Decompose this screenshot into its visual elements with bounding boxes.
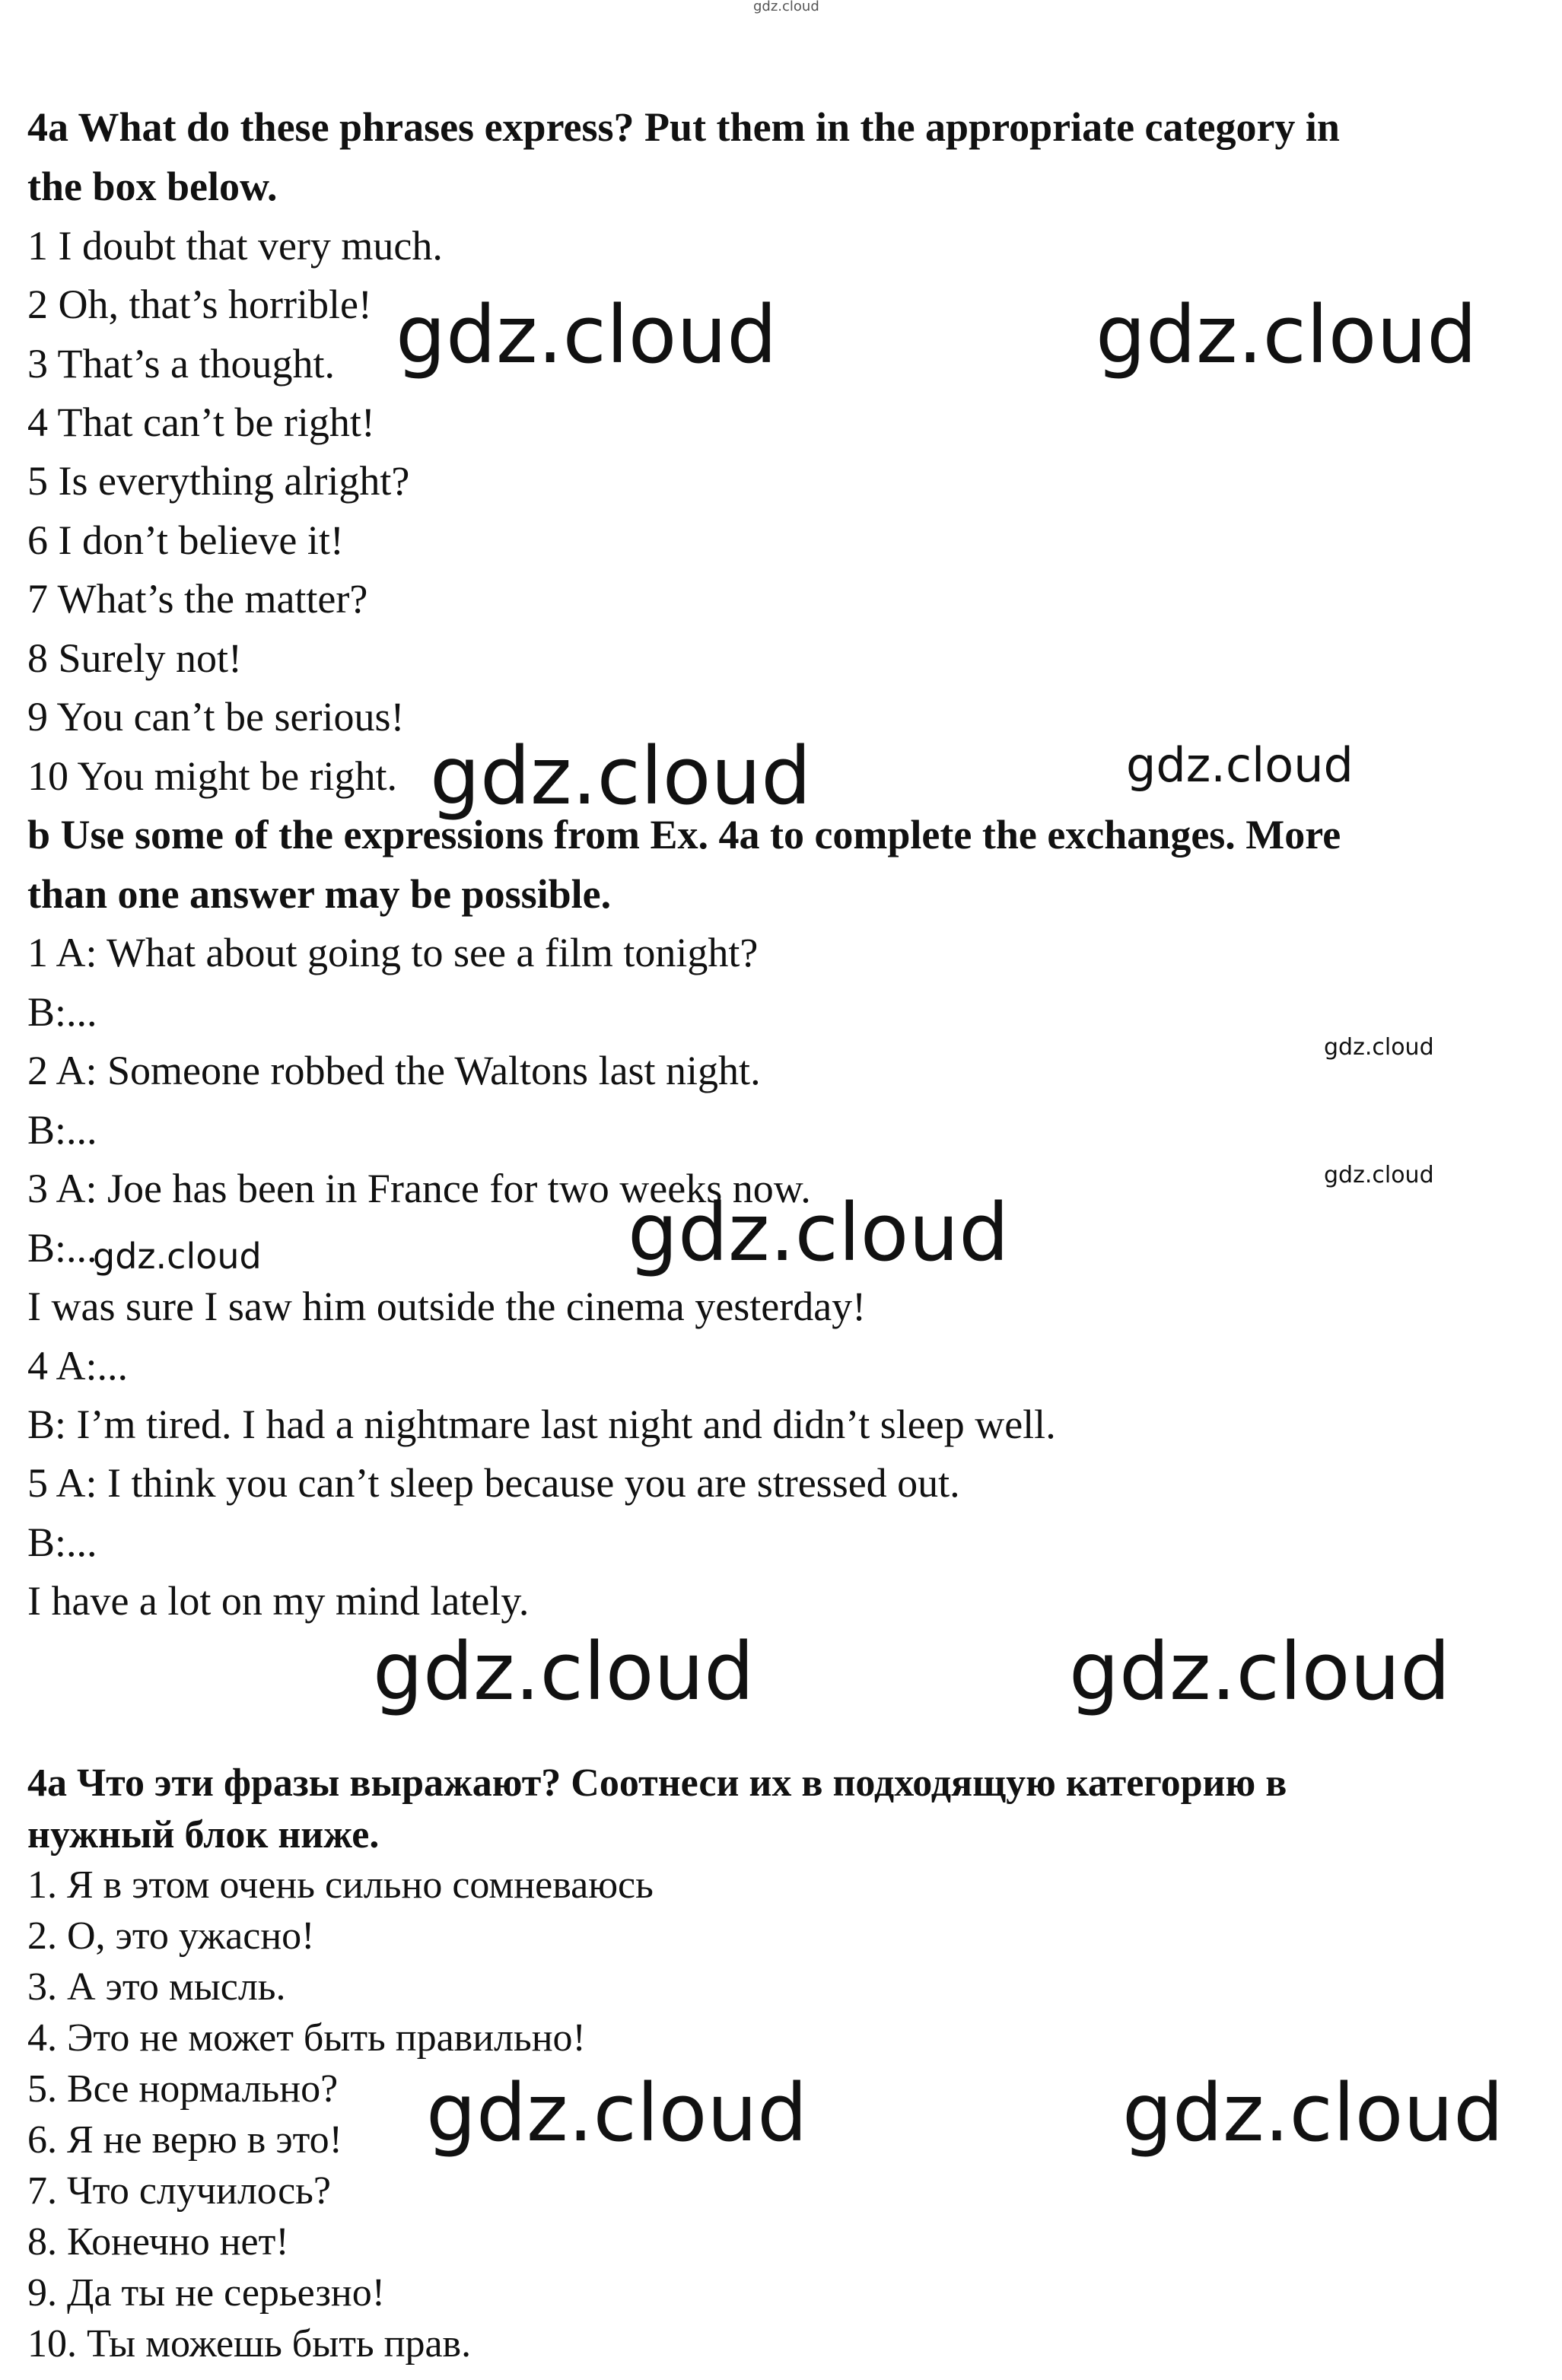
ru4a-heading-line1: 4a Что эти фразы выражают? Соотнеси их в подходящую категорию в (27, 1761, 1287, 1805)
ex4a-item: 10 You might be right. (27, 753, 398, 799)
watermark: gdz.cloud (373, 1625, 755, 1718)
ex4a-heading-line1: 4a What do these phrases express? Put them in the appropriate category in (27, 104, 1340, 150)
ru4a-item: 7. Что случилось? (27, 2169, 331, 2213)
ru4a-item: 4. Это не может быть правильно! (27, 2016, 586, 2060)
ex4a-item: 2 Oh, that’s horrible! (27, 282, 372, 327)
ru4a-item: 6. Я не верю в это! (27, 2118, 342, 2162)
ex4b-line: 1 A: What about going to see a film tonight? (27, 930, 759, 975)
ru4a-heading-line2: нужный блок ниже. (27, 1813, 380, 1857)
ex4a-heading-line2: the box below. (27, 164, 278, 209)
watermark: gdz.cloud (396, 288, 778, 381)
ex4b-line: B: I’m tired. I had a nightmare last night and didn’t sleep well. (27, 1402, 1056, 1447)
ex4a-item: 3 That’s a thought. (27, 341, 335, 387)
watermark: gdz.cloud (1324, 1034, 1434, 1061)
ex4a-item: 7 What’s the matter? (27, 576, 368, 622)
watermark: gdz.cloud (1069, 1625, 1451, 1718)
ex4b-heading-line2: than one answer may be possible. (27, 871, 612, 917)
ex4a-item: 4 That can’t be right! (27, 399, 375, 445)
watermark: gdz.cloud (93, 1236, 262, 1277)
ex4a-item: 1 I doubt that very much. (27, 223, 443, 269)
ru4a-item: 1. Я в этом очень сильно сомневаюсь (27, 1863, 654, 1907)
ex4b-line: B:... (27, 1519, 97, 1565)
watermark: gdz.cloud (1126, 737, 1354, 793)
ex4b-heading-line1: b Use some of the expressions from Ex. 4a to complete the exchanges. More (27, 812, 1341, 858)
ex4b-line: B:... (27, 989, 97, 1035)
watermark: gdz.cloud (1096, 288, 1478, 381)
ex4b-line: 5 A: I think you can’t sleep because you are stressed out. (27, 1460, 960, 1506)
ex4a-item: 9 You can’t be serious! (27, 694, 405, 740)
ex4a-item: 5 Is everything alright? (27, 458, 410, 504)
watermark: gdz.cloud (430, 730, 812, 822)
ru4a-item: 8. Конечно нет! (27, 2220, 289, 2264)
ex4a-item: 6 I don’t believe it! (27, 517, 344, 563)
watermark: gdz.cloud (1122, 2067, 1504, 2159)
ex4b-line: 4 A:... (27, 1343, 129, 1389)
ru4a-item: 3. А это мысль. (27, 1965, 286, 2009)
ru4a-item: 2. О, это ужасно! (27, 1914, 315, 1958)
watermark: gdz.cloud (628, 1186, 1010, 1279)
ex4a-item: 8 Surely not! (27, 635, 242, 681)
ex4b-line: 3 A: Joe has been in France for two weeks now. (27, 1166, 811, 1211)
ex4b-line: I have a lot on my mind lately. (27, 1578, 530, 1624)
ex4b-line: 2 A: Someone robbed the Waltons last night. (27, 1048, 761, 1093)
ru4a-item: 10. Ты можешь быть прав. (27, 2322, 472, 2366)
watermark-top: gdz.cloud (753, 0, 819, 14)
watermark: gdz.cloud (426, 2067, 808, 2159)
ex4b-line: I was sure I saw him outside the cinema yesterday! (27, 1284, 867, 1329)
ex4b-line: B:... (27, 1225, 97, 1271)
ex4b-line: B:... (27, 1107, 97, 1153)
watermark: gdz.cloud (1324, 1162, 1434, 1188)
ru4a-item: 9. Да ты не серьезно! (27, 2271, 386, 2315)
ru4a-item: 5. Все нормально? (27, 2067, 339, 2111)
